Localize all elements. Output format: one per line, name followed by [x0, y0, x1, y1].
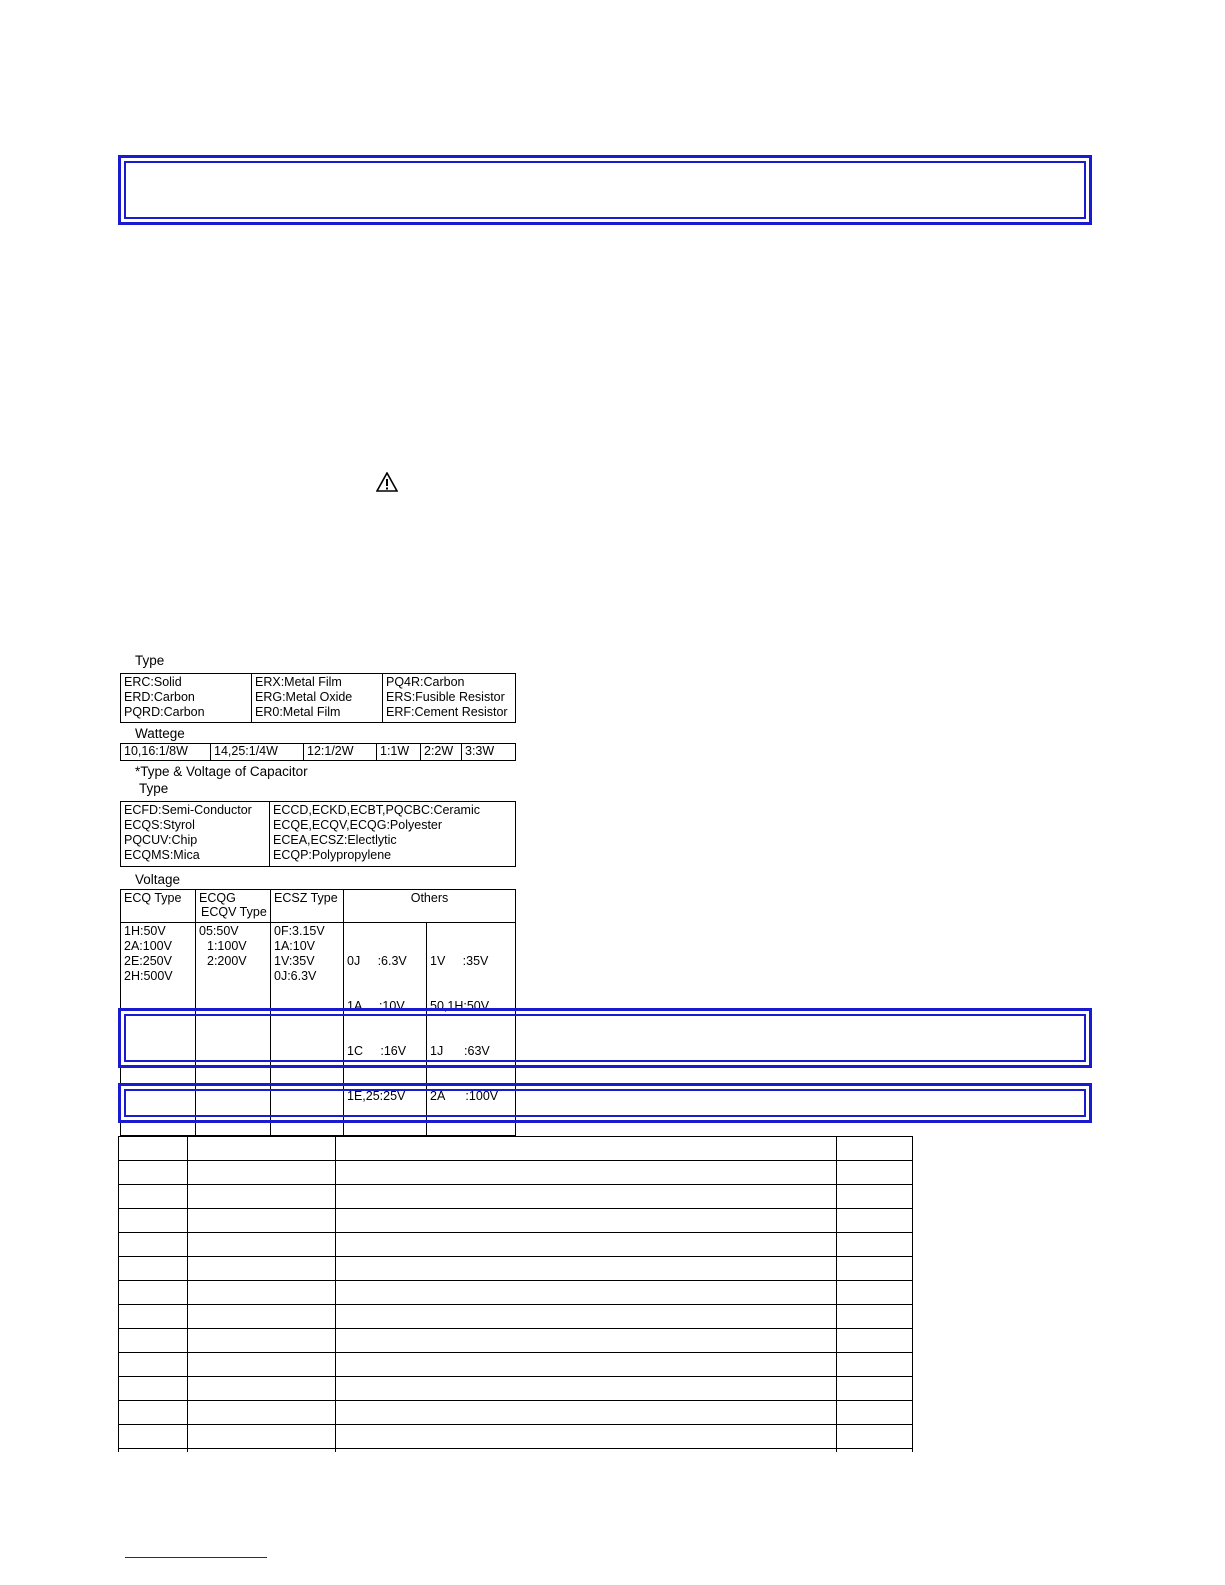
table-cell: [188, 1257, 336, 1281]
wattage-cell: 3:3W: [462, 744, 516, 761]
table-cell: [119, 1161, 188, 1185]
voltage-header-ecqg: [196, 890, 271, 923]
voltage-item: 2A:100V: [124, 939, 172, 953]
capacitor-type-item: ECQE,ECQV,ECQG:Polyester: [273, 818, 443, 832]
section-banner-middle: [118, 1008, 1092, 1068]
voltage-header-ecqg-line2: ECQV Type: [201, 905, 267, 919]
resistor-type-col2: [252, 674, 383, 723]
table-cell: [336, 1305, 837, 1329]
table-cell: [837, 1281, 913, 1305]
capacitor-type-item: ECQP:Polypropylene: [273, 848, 392, 862]
capacitor-type-col2: [270, 802, 516, 867]
table-cell: [336, 1257, 837, 1281]
capacitor-type-item: PQCUV:Chip: [124, 833, 198, 847]
voltage-header-others: Others: [344, 890, 516, 923]
table-cell: [837, 1161, 913, 1185]
resistor-type-col3: [383, 674, 516, 723]
table-cell: [188, 1305, 336, 1329]
table-cell: [336, 1353, 837, 1377]
table-cell: [119, 1185, 188, 1209]
table-cell: [119, 1425, 188, 1449]
table-row: [119, 1137, 913, 1161]
voltage-item: 05:50V: [199, 924, 239, 938]
table-cell: [336, 1233, 837, 1257]
table-cell: [837, 1257, 913, 1281]
capacitor-type-item: ECFD:Semi-Conductor: [124, 803, 252, 817]
table-cell: [837, 1233, 913, 1257]
voltage-item: 1A:10V: [274, 939, 316, 953]
voltage-item: 1H:50V: [124, 924, 166, 938]
voltage-item: 1V :35V: [430, 954, 489, 968]
wattage-cell: 1:1W: [377, 744, 421, 761]
table-cell: [188, 1185, 336, 1209]
resistor-type-item: ERS:Fusible Resistor: [386, 690, 505, 704]
table-cell: [336, 1209, 837, 1233]
voltage-header-ecsz: ECSZ Type: [271, 890, 344, 923]
resistor-type-item: ERC:Solid: [124, 675, 182, 689]
wattage-cell: 2:2W: [421, 744, 462, 761]
table-cell: [119, 1233, 188, 1257]
capacitor-type-item: ECCD,ECKD,ECBT,PQCBC:Ceramic: [273, 803, 480, 817]
resistor-type-table: [120, 673, 516, 723]
capacitor-section-title: *Type & Voltage of Capacitor: [135, 764, 308, 779]
table-cell: [188, 1377, 336, 1401]
section-banner-top: [118, 155, 1092, 225]
resistor-type-item: ERG:Metal Oxide: [255, 690, 353, 704]
warning-triangle-icon: [376, 472, 398, 492]
table-cell: [188, 1401, 336, 1425]
capacitor-type-col1: [121, 802, 270, 867]
parts-list-table: [118, 1136, 913, 1452]
table-cell: [837, 1329, 913, 1353]
table-cell: [336, 1377, 837, 1401]
table-cell: [837, 1137, 913, 1161]
voltage-item: 2H:500V: [124, 969, 173, 983]
table-cell: [119, 1329, 188, 1353]
wattage-label: Wattege: [135, 726, 185, 741]
voltage-item: 0F:3.15V: [274, 924, 325, 938]
table-cell: [336, 1161, 837, 1185]
table-cell: [188, 1209, 336, 1233]
table-row: [119, 1161, 913, 1185]
resistor-type-col1: [121, 674, 252, 723]
table-cell: [119, 1281, 188, 1305]
resistor-type-label: Type: [135, 653, 165, 668]
capacitor-type-label: Type: [139, 781, 169, 796]
table-row: [119, 1185, 913, 1209]
voltage-item: 1C :16V: [347, 1044, 407, 1058]
capacitor-type-item: ECEA,ECSZ:Electlytic: [273, 833, 397, 847]
voltage-item: 50,1H:50V: [430, 999, 490, 1013]
table-row: [119, 1425, 913, 1449]
voltage-item: 1J :63V: [430, 1044, 490, 1058]
wattage-cell: 12:1/2W: [304, 744, 377, 761]
voltage-header-ecq: ECQ Type: [121, 890, 196, 923]
voltage-item: 2E:250V: [124, 954, 172, 968]
resistor-type-item: ERF:Cement Resistor: [386, 705, 508, 719]
table-cell: [837, 1425, 913, 1449]
voltage-item: 1:100V: [207, 939, 247, 953]
capacitor-type-item: ECQMS:Mica: [124, 848, 200, 862]
table-cell: [188, 1137, 336, 1161]
table-row: [119, 1257, 913, 1281]
wattage-cell: 14,25:1/4W: [211, 744, 304, 761]
table-cell: [837, 1401, 913, 1425]
table-cell: [188, 1353, 336, 1377]
table-row: [119, 1377, 913, 1401]
resistor-type-item: PQRD:Carbon: [124, 705, 205, 719]
table-cell: [336, 1449, 837, 1453]
resistor-type-item: PQ4R:Carbon: [386, 675, 465, 689]
table-row: [119, 1329, 913, 1353]
table-cell: [837, 1305, 913, 1329]
resistor-type-item: ERX:Metal Film: [255, 675, 342, 689]
capacitor-type-table: [120, 801, 516, 867]
voltage-item: 1E,25:25V: [347, 1089, 406, 1103]
wattage-cell: 10,16:1/8W: [121, 744, 211, 761]
table-row: [119, 1449, 913, 1453]
table-cell: [336, 1137, 837, 1161]
resistor-type-item: ERD:Carbon: [124, 690, 195, 704]
table-cell: [837, 1353, 913, 1377]
voltage-header-ecqg-line1: ECQG: [199, 891, 236, 905]
section-banner-bottom: [118, 1083, 1092, 1123]
table-cell: [837, 1449, 913, 1453]
capacitor-type-item: ECQS:Styrol: [124, 818, 195, 832]
table-cell: [119, 1137, 188, 1161]
table-cell: [837, 1377, 913, 1401]
voltage-item: 0J:6.3V: [274, 969, 317, 983]
table-row: [119, 1209, 913, 1233]
table-cell: [837, 1209, 913, 1233]
table-cell: [188, 1425, 336, 1449]
table-cell: [119, 1305, 188, 1329]
table-cell: [119, 1209, 188, 1233]
table-cell: [119, 1353, 188, 1377]
table-cell: [188, 1161, 336, 1185]
table-row: [119, 1401, 913, 1425]
voltage-item: 2A :100V: [430, 1089, 499, 1103]
voltage-label: Voltage: [135, 872, 181, 887]
wattage-table: [120, 743, 516, 761]
footer-link-underline: [125, 1557, 267, 1558]
table-cell: [336, 1401, 837, 1425]
table-cell: [119, 1377, 188, 1401]
table-cell: [336, 1185, 837, 1209]
resistor-type-item: ER0:Metal Film: [255, 705, 341, 719]
table-cell: [336, 1329, 837, 1353]
table-cell: [188, 1233, 336, 1257]
voltage-item: 0J :6.3V: [347, 954, 407, 968]
table-row: [119, 1281, 913, 1305]
table-cell: [188, 1449, 336, 1453]
table-cell: [119, 1401, 188, 1425]
table-cell: [336, 1281, 837, 1305]
voltage-item: 1V:35V: [274, 954, 315, 968]
table-cell: [188, 1329, 336, 1353]
table-cell: [336, 1425, 837, 1449]
voltage-item: 2:200V: [207, 954, 247, 968]
voltage-item: 1A :10V: [347, 999, 405, 1013]
table-cell: [119, 1449, 188, 1453]
table-cell: [188, 1281, 336, 1305]
table-row: [119, 1233, 913, 1257]
table-row: [119, 1305, 913, 1329]
table-row: [119, 1353, 913, 1377]
table-cell: [119, 1257, 188, 1281]
table-cell: [837, 1185, 913, 1209]
